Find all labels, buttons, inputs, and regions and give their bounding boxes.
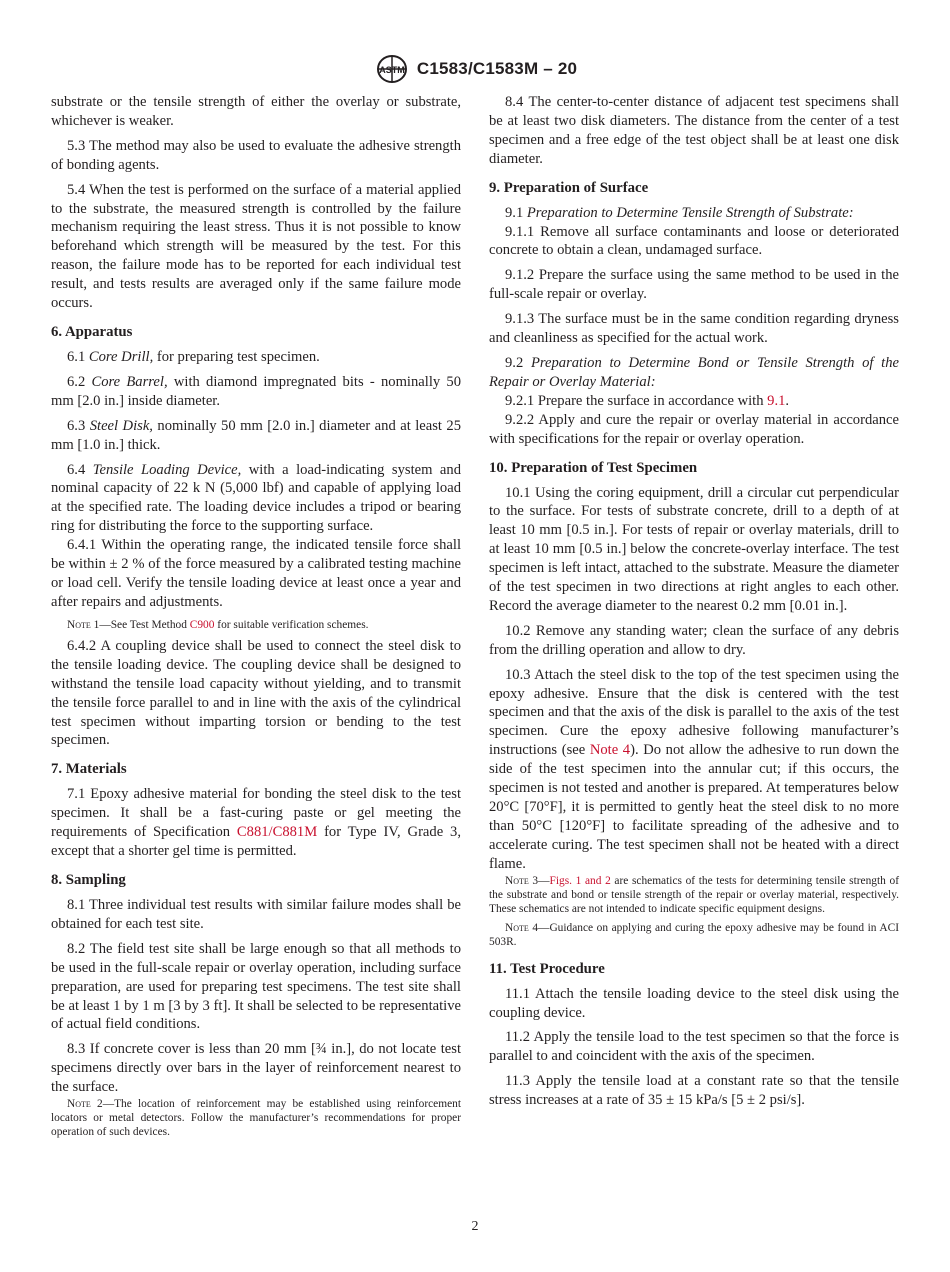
paragraph-9-2-2: 9.2.2 Apply and cure the repair or overlay material in accordance with specifications for the repair or overlay operation. [489,411,899,447]
paragraph-8-4: 8.4 The center-to-center distance of adjacent test specimens shall be at least two disk diameters. The distance from the center of a test specimen and a free edge of the test object shall be at least one disk diameter. [489,94,899,167]
paragraph-6-4: 6.4 Tensile Loading Device, with a load-indicating system and nominal capacity of 22 k N (5,000 lbf) and capable of applying load at the specified rate. The loading device includes a tripod or bearing ring for distributing the force to the supporting surface. [51,461,462,535]
paragraph-8-3: 8.3 If concrete cover is less than 20 mm [¾ in.], do not locate test specimens directly over bars in the layer of reinforcement nearest to the surface. [51,1041,461,1096]
paragraph-8-1: 8.1 Three individual test results with similar failure modes shall be obtained for each test site. [51,897,461,932]
paragraph-11-1: 11.1 Attach the tensile loading device to the steel disk using the coupling device. [489,985,899,1021]
paragraph-8-2: 8.2 The field test site shall be large enough so that all methods to be used in the full-scale repair or overlay operation, including surface preparation, are used for preparing test specimens. The test site shall be at least 1 by 1 m [3 by 3 ft]. It shall be selected to be representative of actual field conditions. [51,940,461,1033]
note-2: Note 2—The location of reinforcement may be established using reinforcement locators or metal detectors. Follow the manufacturer’s recommendations for proper operation of such devices. [51,1098,461,1139]
section-heading-preparation-of-surface: 9. Preparation of Surface [489,179,649,196]
paragraph-6-4-2: 6.4.2 A coupling device shall be used to connect the steel disk to the tensile loading device. The coupling device shall be designed to withstand the tensile load capacity without yielding, and to transmit the tensile force parallel to and in line with the axis of the cylindrical test specimen without imparting torsion or bending to the test specimen. [51,637,461,749]
paragraph-9-1-3: 9.1.3 The surface must be in the same condition regarding dryness and cleanliness as specified for the actual work. [489,311,899,347]
paragraph-6-3: 6.3 Steel Disk, nominally 50 mm [2.0 in.] diameter and at least 25 mm [1.0 in.] thick. [51,417,462,453]
link-c881[interactable]: C881/C881M [236,824,318,841]
page-header [0,54,950,84]
paragraph-9-1-2: 9.1.2 Prepare the surface using the same method to be used in the full-scale repair or overlay. [489,267,899,303]
standard-designation: C1583/C1583M – 20 [416,59,578,78]
paragraph-6-4-1: 6.4.1 Within the operating range, the indicated tensile force shall be within ± 2 % of the force measured by a calibrated testing machine or load cell. Verify the tensile loading device at least once a year and after repairs and adjustments. [51,537,461,610]
link-9-1[interactable]: 9.1 [767,392,786,409]
section-heading-apparatus: 6. Apparatus [51,323,133,340]
paragraph-7-1: 7.1 Epoxy adhesive material for bonding the steel disk to the test specimen. It shall be a fast-curing paste or gel meeting the requirements of Specification C881/C881M for Type IV, Grade 3, except that a shorter gel time is permitted. [51,786,461,860]
section-heading-preparation-of-test-specimen: 10. Preparation of Test Specimen [489,459,698,476]
left-column [51,93,461,1145]
svg-text:ASTM: ASTM [379,65,405,75]
link-c900[interactable]: C900 [189,618,215,631]
paragraph-10-3: 10.3 Attach the steel disk to the top of the test specimen using the epoxy adhesive. Ensure that the disk is centered with the test specimen and that the axis of the disk is parallel to the axis of the test specimen. Cure the epoxy adhesive following manufacturer’s instructions (see Note 4). Do not allow the adhesive to run down the side of the test specimen into the annular cut; if this occurs, the specimen is not tested and another is prepared. At temperatures below 20°C [70°F], it is permitted to gently heat the steel disk to no more than 50°C [120°F] to facilitate spreading of the adhesive and to accelerate curing. The test specimen shall not be heated with a direct flame. [489,666,899,872]
paragraph-10-1: 10.1 Using the coring equipment, drill a circular cut perpendicular to the surface. For tests of substrate concrete, drill to a depth of at least 10 mm [0.5 in.]. For tests of repair or overlay materials, drill to at least 10 mm [0.5 in.] below the concrete-overlay interface. The test specimen is left intact, attached to the substrate. Measure the diameter of the test specimen in two directions at right angles to each other. Record the average diameter to the nearest 0.2 mm [0.01 in.]. [489,484,899,614]
astm-logo-icon [373,54,411,84]
paragraph-5-4: 5.4 When the test is performed on the surface of a material applied to the substrate, the measured strength is controlled by the failure mechanism requiring the least stress. Thus it is not possible to know beforehand which strength will be measured by the test. For this reason, the failure mode has to be reported for each individual test result, and tests results are averaged only if the same failure mode occurs. [51,181,461,312]
note-1: Note 1—See Test Method C900 for suitable verification schemes. [67,618,369,631]
paragraph-6-1: 6.1 Core Drill, for preparing test specimen. [67,348,320,365]
section-heading-test-procedure: 11. Test Procedure [489,960,605,977]
paragraph-9-1: 9.1 Preparation to Determine Tensile Strength of Substrate: [505,204,854,221]
paragraph-5-2-continued: substrate or the tensile strength of either the overlay or substrate, whichever is weaker. [51,94,461,129]
section-heading-sampling: 8. Sampling [51,872,126,889]
paragraph-9-1-1: 9.1.1 Remove all surface contaminants and loose or deteriorated concrete to obtain a clean, undamaged surface. [489,223,899,259]
paragraph-11-3: 11.3 Apply the tensile load at a constant rate so that the tensile stress increases at a rate of 35 ± 15 kPa/s [5 ± 2 psi/s]. [489,1073,899,1109]
page-number: 2 [471,1219,479,1234]
section-heading-materials: 7. Materials [51,761,127,778]
paragraph-11-2: 11.2 Apply the tensile load to the test specimen so that the force is parallel to and coincident with the axis of the specimen. [489,1029,899,1065]
paragraph-10-2: 10.2 Remove any standing water; clean the surface of any debris from the drilling operation and allow to dry. [489,622,899,658]
link-note-4[interactable]: Note 4 [589,742,631,759]
note-3: Note 3—Figs. 1 and 2 are schematics of the tests for determining tensile strength of the substrate and bond or tensile strength of the repair or overlay material, respectively. These schematics are not intended to indicate specific equipment designs. [489,874,899,916]
note-4: Note 4—Guidance on applying and curing the epoxy adhesive may be found in ACI 503R. [489,922,899,949]
link-figs-1-2[interactable]: Figs. 1 and 2 [549,874,611,887]
paragraph-9-2-1: 9.2.1 Prepare the surface in accordance with 9.1. [505,392,790,409]
paragraph-9-2: 9.2 Preparation to Determine Bond or Tensile Strength of the Repair or Overlay Material: [489,354,899,390]
paragraph-6-2: 6.2 Core Barrel, with diamond impregnated bits - nominally 50 mm [2.0 in.] inside diameter. [51,373,462,409]
right-column [489,93,899,1116]
paragraph-5-3: 5.3 The method may also be used to evaluate the adhesive strength of bonding agents. [51,137,461,173]
